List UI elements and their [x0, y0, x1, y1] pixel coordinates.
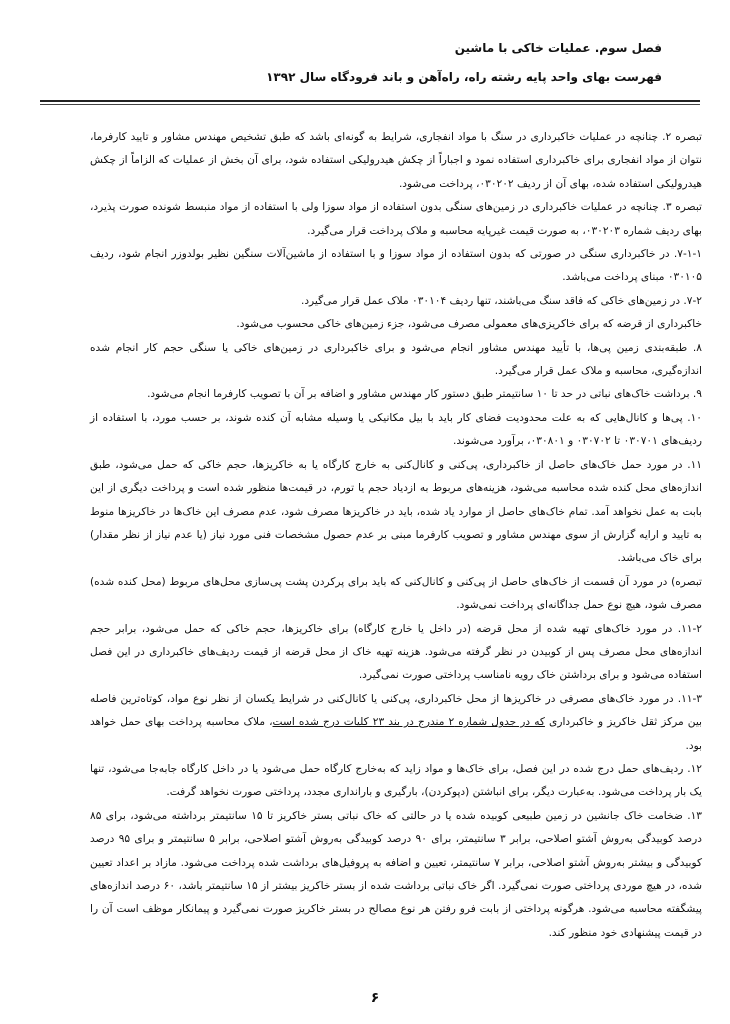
underlined-text: که در جدول شماره ۲ مندرج در بند ۲۳ کلیات درج شده است: [272, 716, 545, 729]
paragraph: تبصره ۲. چنانچه در عملیات خاکبرداری در سنگ با مواد انفجاری، شرایط به گونه‌ای باشد که طبق تشخیص مهندس مشاور و تایید کارفرما، نتوان از مواد انفجاری برای خاکبرداری استفاده نمود و اجباراً از چکش هیدرولیکی استفاده شود، برای آن بخش از عملیات که الزاماً از چکش هیدرولیکی استفاده شده، بهای آن از ردیف ۰۳۰۲۰۲، پرداخت می‌شود.: [90, 131, 702, 190]
paragraph-with-underline: [86, 688, 702, 758]
paragraph: ۹. برداشت خاک‌های نباتی در حد تا ۱۰ سانتیمتر طبق دستور کار مهندس مشاور و اضافه بر آن با تصویب کارفرما انجام می‌شود.: [147, 388, 702, 401]
paragraph-text-before: ۱۱-۳. در مورد خاک‌های مصرفی در خاکریزها از محل خاکبرداری، پی‌کنی یا کانال‌کنی در شرایط یکسان از نظر نوع مواد، کوتاه‌ترین فاصله بین مرکز ثقل خاکریز و خاکبرداری: [86, 692, 702, 729]
paragraph: ۱۲. ردیف‌های حمل درج شده در این فصل، برای خاک‌ها و مواد زاید که به‌خارج کارگاه حمل می‌شود یا در داخل کارگاه جابه‌جا می‌شود، تنها یک بار پرداخت می‌شود. به‌عبارت دیگر، برای انباشتن (دپوکردن)، بارگیری و بارانداری مجدد، پرداختی صورت نخواهد گرفت.: [90, 762, 702, 799]
paragraph: ۸. طبقه‌بندی زمین پی‌ها، با تأیید مهندس مشاور انجام می‌شود و برای خاکبرداری در زمین‌های خاکی یا سنگی حجم کار انجام شده اندازه‌گیری، محاسبه و ملاک عمل قرار می‌گیرد.: [90, 341, 702, 378]
paragraph: ۱۱-۲. در مورد خاک‌های تهیه شده از محل قرضه (در داخل یا خارج کارگاه) برای خاکریزها، حجم خاکی که حمل می‌شود، برابر حجم اندازه‌های محل مصرف پس از کوبیدن در نظر گرفته می‌شود. هزینه تهیه خاک از محل قرضه از قیمت ردیف‌های خاکبرداری در این فصل استفاده می‌شود و برای برداشتن خاک رویه نامناسب پرداختی صورت نمی‌گیرد.: [90, 622, 702, 682]
document-title: فهرست بهای واحد پایه رشته راه، راه‌آهن و باند فرودگاه سال ۱۳۹۲: [266, 70, 662, 84]
paragraph: خاکبرداری از قرضه که برای خاکریزی‌های معمولی مصرف می‌شود، جزء زمین‌های خاکی محسوب می‌شود.: [236, 318, 702, 331]
paragraph: تبصره) در مورد آن قسمت از خاک‌های حاصل از پی‌کنی و کانال‌کنی که باید برای پرکردن پشت پی‌سازی محل‌های مربوط (محل کنده شده) مصرف شود، هیچ نوع حمل جداگانه‌ای پرداخت نمی‌شود.: [90, 575, 702, 612]
paragraph: ۱۰. پی‌ها و کانال‌هایی که به علت محدودیت فضای کار باید با بیل مکانیکی یا وسیله مشابه آن کنده شوند، بر حسب مورد، با استفاده از ردیف‌های ۰۳۰۷۰۱ تا ۰۳۰۷۰۲ و ۰۳۰۸۰۱، برآورد می‌شوند.: [90, 411, 702, 448]
chapter-title: فصل سوم. عملیات خاکی با ماشین: [454, 41, 662, 55]
body-text: [86, 126, 703, 945]
paragraph-text-after: ، ملاک محاسبه پرداخت بهای حمل خواهد بود.: [86, 716, 702, 752]
paragraph: تبصره ۳. چنانچه در عملیات خاکبرداری در زمین‌های سنگی بدون استفاده از مواد سوزا ولی با استفاده از مواد منبسط شونده صورت پذیرد، بهای ردیف شماره ۰۳۰۲۰۳، به صورت قیمت غیرپایه محاسبه و ملاک پرداخت قرار می‌گیرد.: [90, 201, 702, 237]
page-number: ۶: [370, 990, 380, 1006]
header-rule-thick: [40, 100, 700, 102]
paragraph: ۷-۱-۱. در خاکبرداری سنگی در صورتی که بدون استفاده از مواد سوزا و با استفاده از ماشین‌آلات سنگین نظیر بولدوزر انجام شود، ردیف ۰۳۰۱۰۵ مبنای پرداخت می‌باشد.: [90, 248, 702, 284]
paragraph: ۱۳. ضخامت خاک جانشین در زمین طبیعی کوبیده شده یا در حالتی که خاک نباتی بستر خاکریز تا ۱۵ سانتیمتر برداشته می‌شود، برای ۸۵ درصد کوبیدگی به‌روش آشتو اصلاحی، برابر ۳ سانتیمتر، برای ۹۰ درصد کوبیدگی به‌روش آشتو اصلاحی، برابر ۵ سانتیمتر و برای ۹۵ درصد کوبیدگی و بیشتر به‌روش آشتو اصلاحی، برابر ۷ سانتیمتر، تعیین و اضافه به پروفیل‌های برداشت شده پرداخت می‌شود. مازاد بر اعداد تعیین شده، در هیچ موردی پرداختی صورت نمی‌گیرد. اگر خاک نباتی برداشت شده از بستر خاکریز بیشتر از ۱۵ سانتیمتر باشد، ۶۰ درصد اندازه‌های پیشگفته محاسبه می‌شود. هرگونه پرداختی از بابت فرو رفتن هر نوع مصالح در بستر خاکریز صورت نمی‌گیرد و پیمانکار موظف است آن را در قیمت پیشنهادی خود منظور کند.: [90, 809, 703, 939]
header-rule-thin: [40, 104, 700, 105]
paragraph: ۷-۲. در زمین‌های خاکی که فاقد سنگ می‌باشند، تنها ردیف ۰۳۰۱۰۴ ملاک عمل قرار می‌گیرد.: [300, 294, 702, 307]
paragraph: ۱۱. در مورد حمل خاک‌های حاصل از خاکبرداری، پی‌کنی و کانال‌کنی به خارج کارگاه یا به خاکریزها، حجم خاکی که حمل می‌شود، طبق اندازه‌های محل کنده شده محاسبه می‌شود، هزینه‌های مربوط به ازدیاد حجم یا تورم، در قیمت‌ها منظور شده است و پرداخت دیگری از این بابت به عمل نخواهد آمد. تمام خاک‌های حاصل از موارد یاد شده، باید در خاکریزها مصرف شود، عدم مصرف این خاک‌ها در خاکریزها منوط به تایید و ارایه گزارش از سوی مهندس مشاور و تصویب کارفرما مبنی بر عدم حصول مشخصات فنی مورد نیاز (یا عدم نیاز از نظر مقدار) برای خاک می‌باشد.: [90, 458, 702, 565]
page-header: [62, 38, 662, 87]
